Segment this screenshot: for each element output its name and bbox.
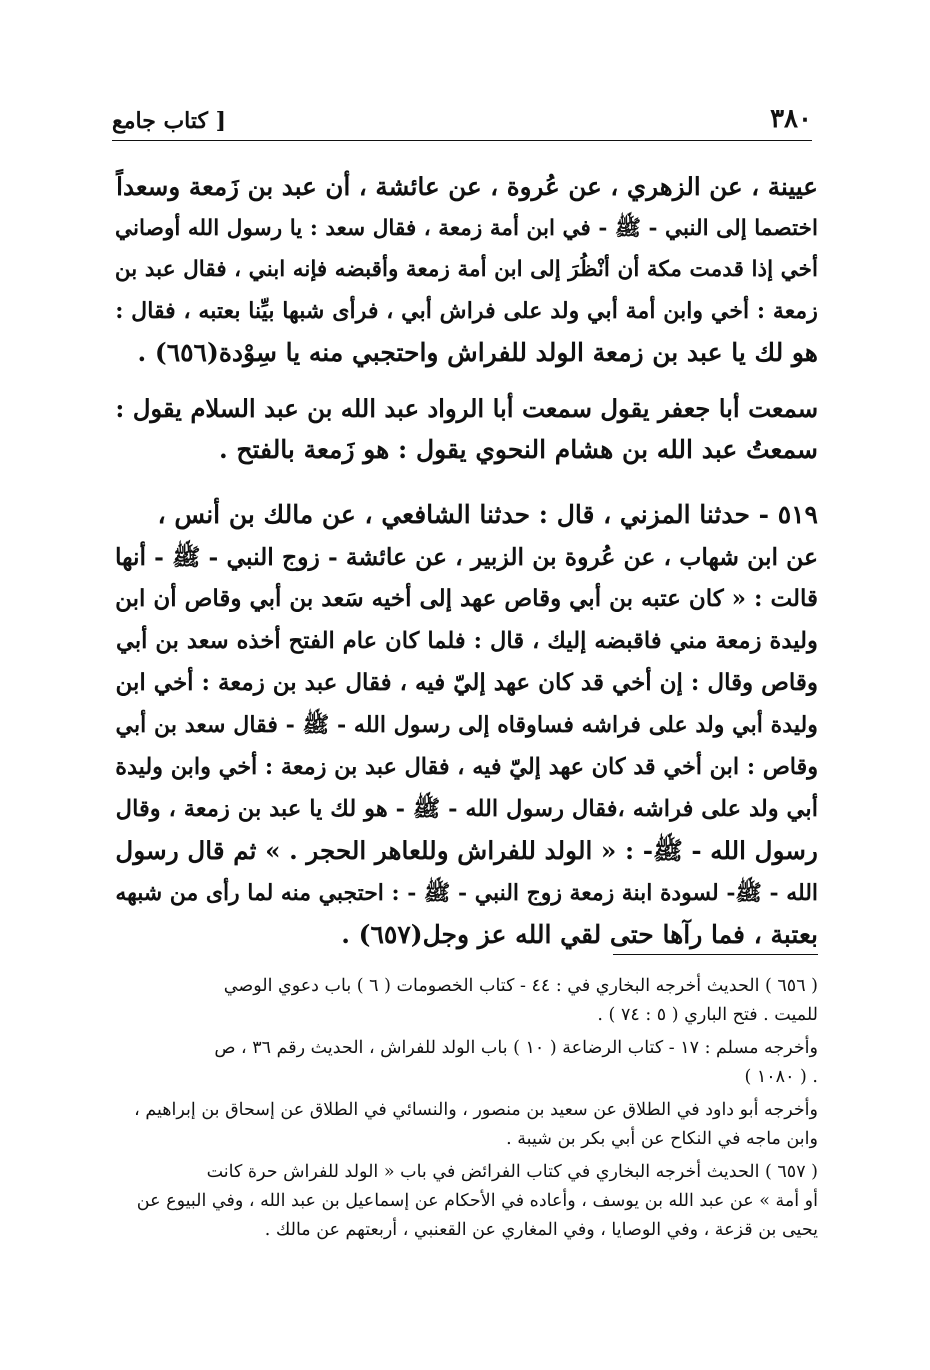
footnote-line: وابن ماجه في النكاح عن أبي بكر بن شيبة . <box>506 1129 818 1149</box>
running-title: [ كتاب جامع <box>112 108 227 134</box>
footnote-line: وأخرجه أبو داود في الطلاق عن سعيد بن منصور ، والنسائي في الطلاق عن إسحاق بن إبراهيم ، <box>134 1100 818 1120</box>
text-line: وقاص وقال : إن أخي قد كان عهد إليّ فيه ، فقال عبد بن زمعة : أخي ابن <box>115 669 818 696</box>
text-line: أخي إذا قدمت مكة أن أنْظُرَ إلى ابن أمة زمعة وأقبضه فإنه ابني ، فقال عبد بن <box>114 257 818 282</box>
narrator-note-block <box>108 388 818 470</box>
footnote-line: أو أمة » عن عبد الله بن يوسف ، وأعاده في الأحكام عن إسماعيل بن عبد الله ، وفي البيوع عن <box>136 1191 818 1211</box>
footnote-line: ( ٦٥٧ ) الحديث أخرجه البخاري في كتاب الفرائض في باب « الولد للفراش حرة كانت <box>206 1162 818 1182</box>
text-line: عن ابن شهاب ، عن عُروة بن الزبير ، عن عائشة - زوج النبي - ﷺ - أنها <box>115 543 818 571</box>
footnote-separator <box>613 954 818 955</box>
text-line: بعتبة ، فما رآها حتى لقي الله عز وجل(٦٥٧) . <box>341 920 818 949</box>
footnote-line: للميت . فتح الباري ( ٥ : ٧٤ ) . <box>597 1005 818 1025</box>
footnote-656 <box>108 972 818 1030</box>
text-line: وقاص : ابن أخي قد كان عهد إليّ فيه ، فقال عبد بن زمعة : أخي وابن وليدة <box>115 754 818 780</box>
footnote-656-sunan <box>108 1096 818 1154</box>
text-line: الله - ﷺ- لسودة ابنة زمعة زوج النبي - ﷺ - : احتجبي منه لما رأى من شبهه <box>115 880 818 906</box>
text-line: أبي ولد على فراشه ،فقال رسول الله - ﷺ - هو لك يا عبد بن زمعة ، وقال <box>115 796 818 822</box>
page-header <box>112 100 812 134</box>
footnote-656-muslim <box>108 1034 818 1092</box>
hadith-519-block <box>108 494 818 956</box>
text-line: هو لك يا عبد بن زمعة الولد للفراش واحتجبي منه يا سِوْدة(٦٥٦) . <box>137 338 818 367</box>
hadith-text-block-1 <box>108 166 818 374</box>
text-line: سمعتُ عبد الله بن هشام النحوي يقول : هو زَمعة بالفتح . <box>218 435 818 464</box>
text-line: وليدة أبي ولد على فراشه فساوقاه إلى رسول الله - ﷺ - فقال سعد بن أبي <box>115 712 818 738</box>
text-line: رسول الله - ﷺ- : « الولد للفراش وللعاهر الحجر . » ثم قال رسول <box>115 836 818 865</box>
footnote-line: يحيى بن قزعة ، وفي الوصايا ، وفي المغاري عن القعنبي ، أربعتهم عن مالك . <box>264 1220 818 1240</box>
text-line: سمعت أبا جعفر يقول سمعت أبا الرواد عبد الله بن عبد السلام يقول : <box>115 394 818 423</box>
text-line: عيينة ، عن الزهري ، عن عُروة ، عن عائشة ، أن عبد بن زَمعة وسعداً <box>116 172 818 201</box>
text-line: قالت : « كان عتبه بن أبي وقاص عهد إلى أخيه سَعد بن أبي وقاص أن ابن <box>115 585 818 612</box>
text-line: ٥١٩ - حدثنا المزني ، قال : حدثنا الشافعي ، عن مالك بن أنس ، <box>157 500 818 529</box>
footnotes <box>108 972 818 1249</box>
text-line: وليدة زمعة مني فاقبضه إليك ، قال : فلما كان عام الفتح أخذه سعد بن أبي <box>115 628 818 654</box>
footnote-657 <box>108 1158 818 1245</box>
footnote-line: وأخرجه مسلم : ١٧ - كتاب الرضاعة ( ١٠ ) باب الولد للفراش ، الحديث رقم ٣٦ ، ص <box>214 1038 818 1058</box>
footnote-line: . ( ١٠٨٠ ) <box>744 1067 818 1087</box>
header-rule <box>112 140 812 141</box>
text-line: اختصما إلى النبي - ﷺ - في ابن أمة زمعة ، فقال سعد : يا رسول الله أوصاني <box>115 215 818 241</box>
page-number: ٣٨٠ <box>770 104 812 134</box>
footnote-line: ( ٦٥٦ ) الحديث أخرجه البخاري في : ٤٤ - كتاب الخصومات ( ٦ ) باب دعوي الوصي <box>223 976 818 996</box>
text-line: زمعة : أخي وابن أمة أبي ولد على فراش أبي ، فرأى شبها بيِّنا بعتبه ، فقال : <box>115 297 818 324</box>
